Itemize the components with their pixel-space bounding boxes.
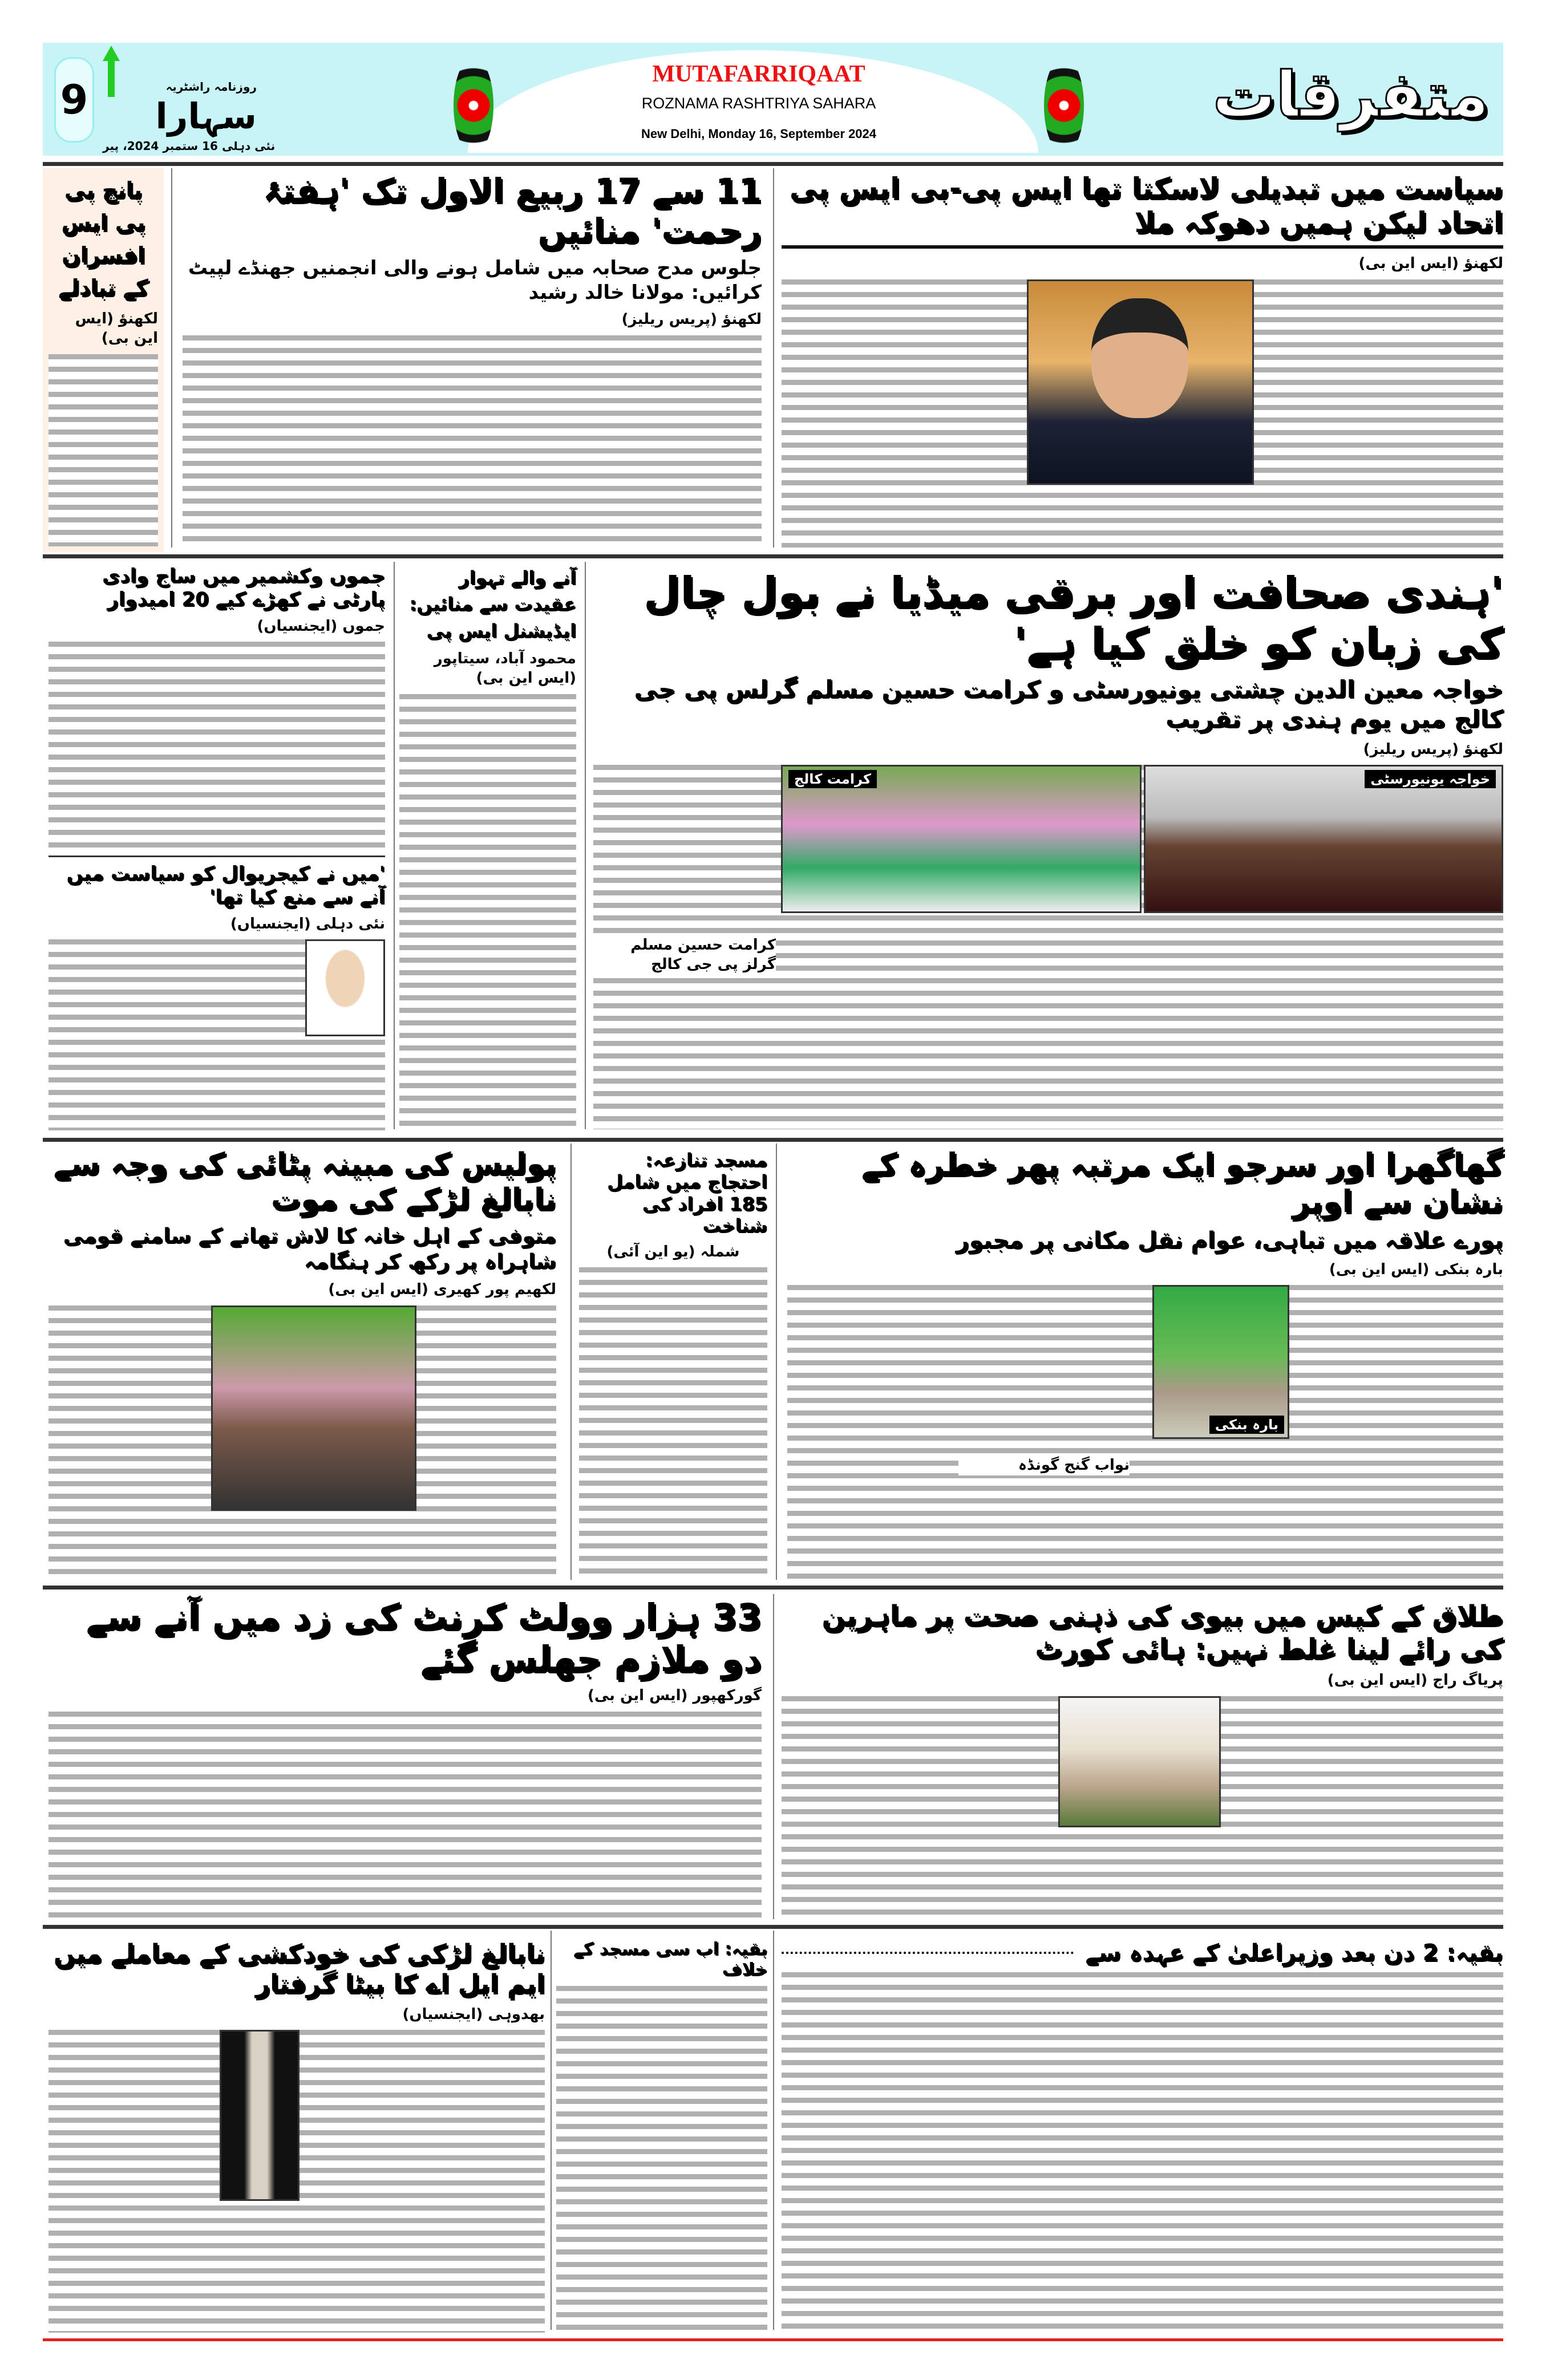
dateline: نواب گنج گونڈہ	[958, 1456, 1130, 1475]
dateline: بھدوہی (ایجنسیاں)	[402, 2005, 545, 2023]
divider	[585, 562, 586, 1129]
dateline: نئی دہلی (ایجنسیاں)	[230, 915, 385, 932]
headline: 11 سے 17 ربیع الاول تک 'ہفتۂ رحمت' منائیں	[263, 171, 762, 250]
divider	[773, 1594, 774, 1919]
dateline: بارہ بنکی (ایس این بی)	[1329, 1260, 1503, 1278]
dateline: محمود آباد، سیتاپور (ایس این بی)	[434, 650, 576, 687]
article-body	[782, 1972, 1503, 2333]
sunburst-icon	[1044, 57, 1084, 154]
story	[48, 1596, 762, 1921]
headline: پانچ پی پی ایس افسران کے تبادلے	[58, 177, 148, 300]
divider	[171, 168, 172, 548]
divider	[551, 1931, 552, 2330]
article-body	[782, 1696, 1503, 1919]
headline-rule	[782, 245, 1503, 249]
flood-photo	[1152, 1285, 1289, 1439]
article-body	[48, 354, 158, 546]
article-body	[48, 1712, 762, 1921]
story	[787, 1146, 1503, 1580]
photo-caption: خواجہ یونیورسٹی	[1365, 770, 1496, 788]
footer-rule	[43, 2338, 1503, 2341]
dateline: جموں (ایجنسیاں)	[257, 617, 385, 635]
dateline: لکھیم پور کھیری (ایس این بی)	[328, 1280, 556, 1298]
article-body	[48, 642, 385, 850]
headline: 33 ہزار وولٹ کرنٹ کی زد میں آنے سے دو ملازم جھلس گئے	[86, 1596, 762, 1680]
headline: بقیہ: اب سی مسجد کے خلاف	[573, 1939, 767, 1980]
logo: سہارا	[155, 95, 257, 137]
khwaja-university-photo	[1144, 765, 1503, 913]
anna-hazare-photo	[305, 939, 385, 1036]
dateline: پریاگ راج (ایس این بی)	[1327, 1672, 1503, 1689]
story	[782, 171, 1503, 548]
headline: گھاگھرا اور سرجو ایک مرتبہ پھر خطرہ کے نشان سے اوپر	[861, 1146, 1503, 1219]
divider	[394, 562, 395, 1129]
story	[556, 1939, 767, 2333]
divider	[43, 1138, 1503, 1142]
subhead-in-body: کرامت حسین مسلم گرلز پی جی کالج	[593, 936, 776, 975]
divider	[776, 1144, 777, 1580]
headline: 'ہندی صحافت اور برقی میڈیا نے بول چال کی زبان کو خلق کیا ہے'	[644, 568, 1503, 668]
article-body	[48, 1305, 556, 1580]
high-court-photo	[1058, 1696, 1221, 1827]
date-en: New Delhi, Monday 16, September 2024	[641, 127, 877, 141]
story	[579, 1149, 767, 1580]
story	[183, 171, 762, 548]
divider	[48, 855, 385, 857]
story	[782, 1939, 1503, 2333]
dateline: لکھنؤ (ایس این بی)	[1358, 255, 1503, 272]
divider	[773, 168, 774, 548]
headline: بقیہ: 2 دن بعد وزیراعلیٰ کے عہدہ سے	[1085, 1940, 1503, 1966]
story	[593, 567, 1503, 1129]
dateline: لکھنؤ (پریس ریلیز)	[621, 311, 762, 329]
sunburst-icon	[454, 57, 493, 154]
subheadline: خواجہ معین الدین چشتی یونیورسٹی و کرامت حسین مسلم گرلس پی جی کالج میں یوم ہندی پر تقریب	[634, 675, 1503, 733]
divider	[570, 1144, 572, 1580]
headline: مسجد تنازعہ: احتجاج میں شامل 185 افراد کی شناخت	[606, 1149, 767, 1237]
article-body	[399, 694, 576, 1129]
article-body	[782, 279, 1503, 548]
divider	[43, 1925, 1503, 1929]
akhilesh-yadav-photo	[1027, 279, 1254, 485]
subheadline: پورے علاقہ میں تباہی، عوام نقل مکانی پر مجبور	[956, 1227, 1503, 1254]
protest-photo	[211, 1305, 416, 1511]
story	[782, 1600, 1503, 1919]
article-body	[183, 335, 762, 548]
story	[48, 565, 385, 850]
dateline: شملہ (یو این آئی)	[606, 1243, 740, 1260]
noose-photo	[220, 2030, 300, 2201]
urdu-date: نئی دہلی 16 ستمبر 2024، پیر	[103, 139, 276, 153]
paper-name: ROZNAMA RASHTRIYA SAHARA	[641, 95, 876, 112]
divider	[43, 1586, 1503, 1590]
story	[48, 1146, 556, 1580]
divider	[43, 554, 1503, 558]
article-body	[48, 2030, 545, 2333]
headline: سیاست میں تبدیلی لاسکتا تھا ایس پی-بی ایس پی اتحاد لیکن ہمیں دھوکہ ملا	[789, 172, 1503, 239]
logo-subtitle: روزنامہ راشٹریہ	[165, 80, 257, 94]
headline: طلاق کے کیس میں بیوی کی ذہنی صحت پر ماہرین کی رائے لینا غلط نہیں: ہائی کورٹ	[821, 1600, 1503, 1665]
story	[48, 1939, 545, 2333]
dateline: لکھنؤ (پریس ریلیز)	[1363, 740, 1503, 758]
divider	[773, 1931, 774, 2330]
article-body	[48, 939, 385, 1130]
article-body	[593, 765, 1503, 1129]
headline: آنے والے تہوار عقیدت سے منائیں: ایڈیشنل ایس پی	[409, 567, 576, 642]
story-box	[43, 168, 164, 552]
section-title-en: MUTAFARRIQAAT	[652, 61, 865, 87]
karamat-college-photo	[781, 765, 1142, 913]
photo-caption: بارہ بنکی	[1209, 1416, 1284, 1434]
subheadline: جلوس مدح صحابہ میں شامل ہونے والی انجمنیں جھنڈے لپیٹ کرائیں: مولانا خالد رشید	[188, 257, 762, 304]
section-title-ur: متفرقات	[1212, 58, 1489, 131]
headline: نابالغ لڑکی کی خودکشی کے معاملے میں ایم ایل اے کا بیٹا گرفتار	[53, 1939, 545, 1998]
headline: پولیس کی مبینہ پٹائی کی وجہ سے نابالغ لڑکے کی موت	[53, 1147, 556, 1217]
headline-row	[782, 1939, 1503, 1967]
story	[399, 565, 576, 1129]
page-number: 9	[54, 57, 94, 143]
headline: 'میں نے کیجریوال کو سیاست میں آنے سے منع کیا تھا'	[66, 862, 385, 909]
story	[48, 862, 385, 1130]
dateline: لکھنؤ (ایس این بی)	[75, 310, 158, 347]
article-body	[579, 1267, 767, 1580]
divider	[43, 162, 1503, 166]
leader-dots	[782, 1952, 1074, 1954]
photo-caption: کرامت کالج	[788, 770, 877, 788]
headline: جموں وکشمیر میں ساج وادی پارٹی نے کھڑے کیے 20 امیدوار	[102, 565, 385, 611]
subheadline: متوفی کے اہل خانہ کا لاش تھانے کے سامنے قومی شاہراہ پر رکھ کر ہنگامہ	[63, 1224, 556, 1274]
dateline: گورکھپور (ایس این بی)	[587, 1686, 762, 1704]
article-body	[556, 1986, 767, 2333]
article-body	[787, 1285, 1503, 1580]
